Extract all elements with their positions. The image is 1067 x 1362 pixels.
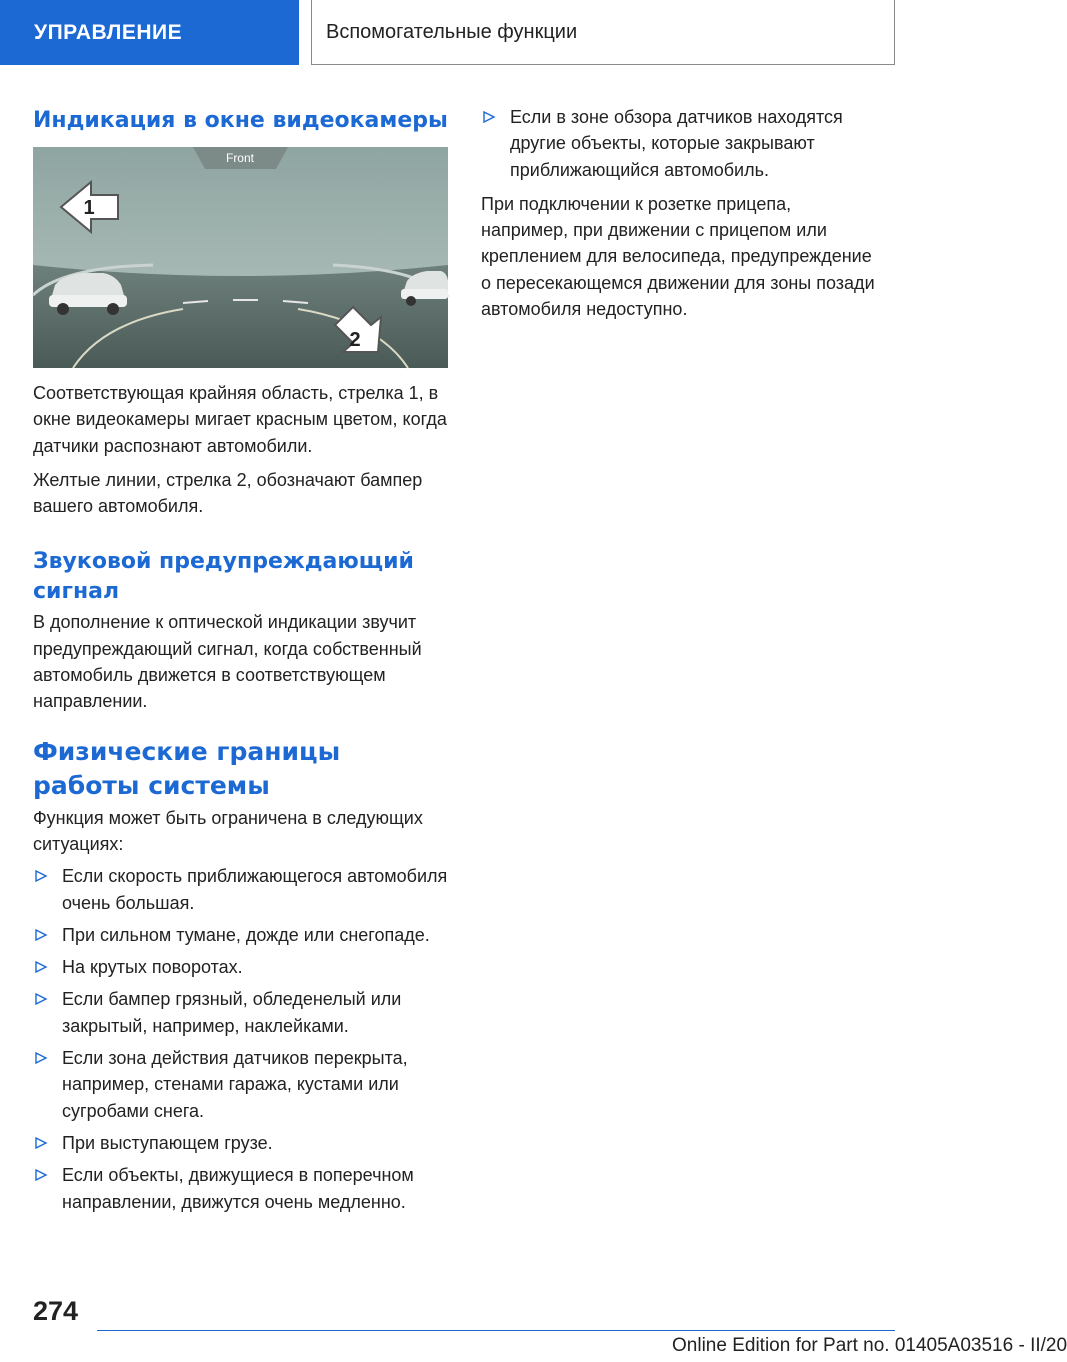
arrow-2-label: 2 bbox=[349, 329, 361, 351]
list-item: Если объекты, движущиеся в поперечном направлении, движутся очень медленно. bbox=[33, 1162, 448, 1215]
bullet-triangle-icon bbox=[35, 929, 47, 941]
right-column bbox=[481, 104, 881, 322]
list-item: Если в зоне обзора датчиков находятся другие объекты, которые закрывают приближающийся автомобиль. bbox=[481, 104, 881, 183]
camera-para-1: Соответствующая крайняя область, стрелка 1, в окне видеокамеры мигает красным цветом, когда датчики распознают автомобили. bbox=[33, 383, 447, 456]
bullet-triangle-icon bbox=[483, 111, 495, 123]
bullet-triangle-icon bbox=[35, 1137, 47, 1149]
header-chapter-label: Вспомогательные функции bbox=[326, 20, 578, 43]
list-item: На крутых поворотах. bbox=[33, 954, 448, 980]
bullet-triangle-icon bbox=[35, 993, 47, 1005]
limits-section-title: Физические границы работы системы bbox=[33, 736, 341, 800]
trailer-para: При подключении к розетке прицепа, например, при движении с прицепом или креплением для велосипеда, предупреждение о пересекающемся движении для зоны позади автомобиля недоступно. bbox=[481, 193, 875, 320]
list-item: Если скорость приближающегося автомобиля очень большая. bbox=[33, 863, 448, 916]
page-number: 274 bbox=[33, 1296, 79, 1326]
camera-view-figure bbox=[33, 147, 448, 368]
camera-para-2: Желтые линии, стрелка 2, обозначают бампер вашего автомобиля. bbox=[33, 469, 423, 517]
arrow-1-label: 1 bbox=[83, 197, 95, 219]
header-chapter-box bbox=[311, 0, 895, 65]
bullet-triangle-icon bbox=[35, 961, 47, 973]
sound-section-title: Звуковой предупреждающий сигнал bbox=[33, 549, 414, 605]
footer-edition: Online Edition for Part no. 01405A03516 - II/20 bbox=[672, 1335, 1067, 1356]
limits-intro: Функция может быть ограничена в следующих ситуациях: bbox=[33, 807, 423, 854]
bullet-triangle-icon bbox=[35, 1052, 47, 1064]
right-list bbox=[481, 104, 881, 183]
list-item: При сильном тумане, дожде или снегопаде. bbox=[33, 922, 448, 948]
limits-list bbox=[33, 863, 448, 1215]
figure-front-label: Front bbox=[225, 151, 255, 165]
header-section-tab[interactable] bbox=[0, 0, 299, 65]
sound-para: В дополнение к оптической индикации звучит предупреждающий сигнал, когда собственный автомобиль движется в соответствующем направлении. bbox=[33, 612, 422, 712]
bullet-triangle-icon bbox=[35, 870, 47, 882]
camera-section-title: Индикация в окне видеокамеры bbox=[33, 108, 448, 133]
list-item: При выступающем грузе. bbox=[33, 1130, 448, 1156]
footer-divider bbox=[97, 1330, 895, 1331]
list-item: Если бампер грязный, обледенелый или закрытый, например, наклейками. bbox=[33, 986, 448, 1039]
left-column bbox=[33, 104, 448, 1215]
list-item: Если зона действия датчиков перекрыта, например, стенами гаража, кустами или сугробами снега. bbox=[33, 1045, 448, 1124]
bullet-triangle-icon bbox=[35, 1169, 47, 1181]
header-section-label: УПРАВЛЕНИЕ bbox=[34, 20, 183, 44]
